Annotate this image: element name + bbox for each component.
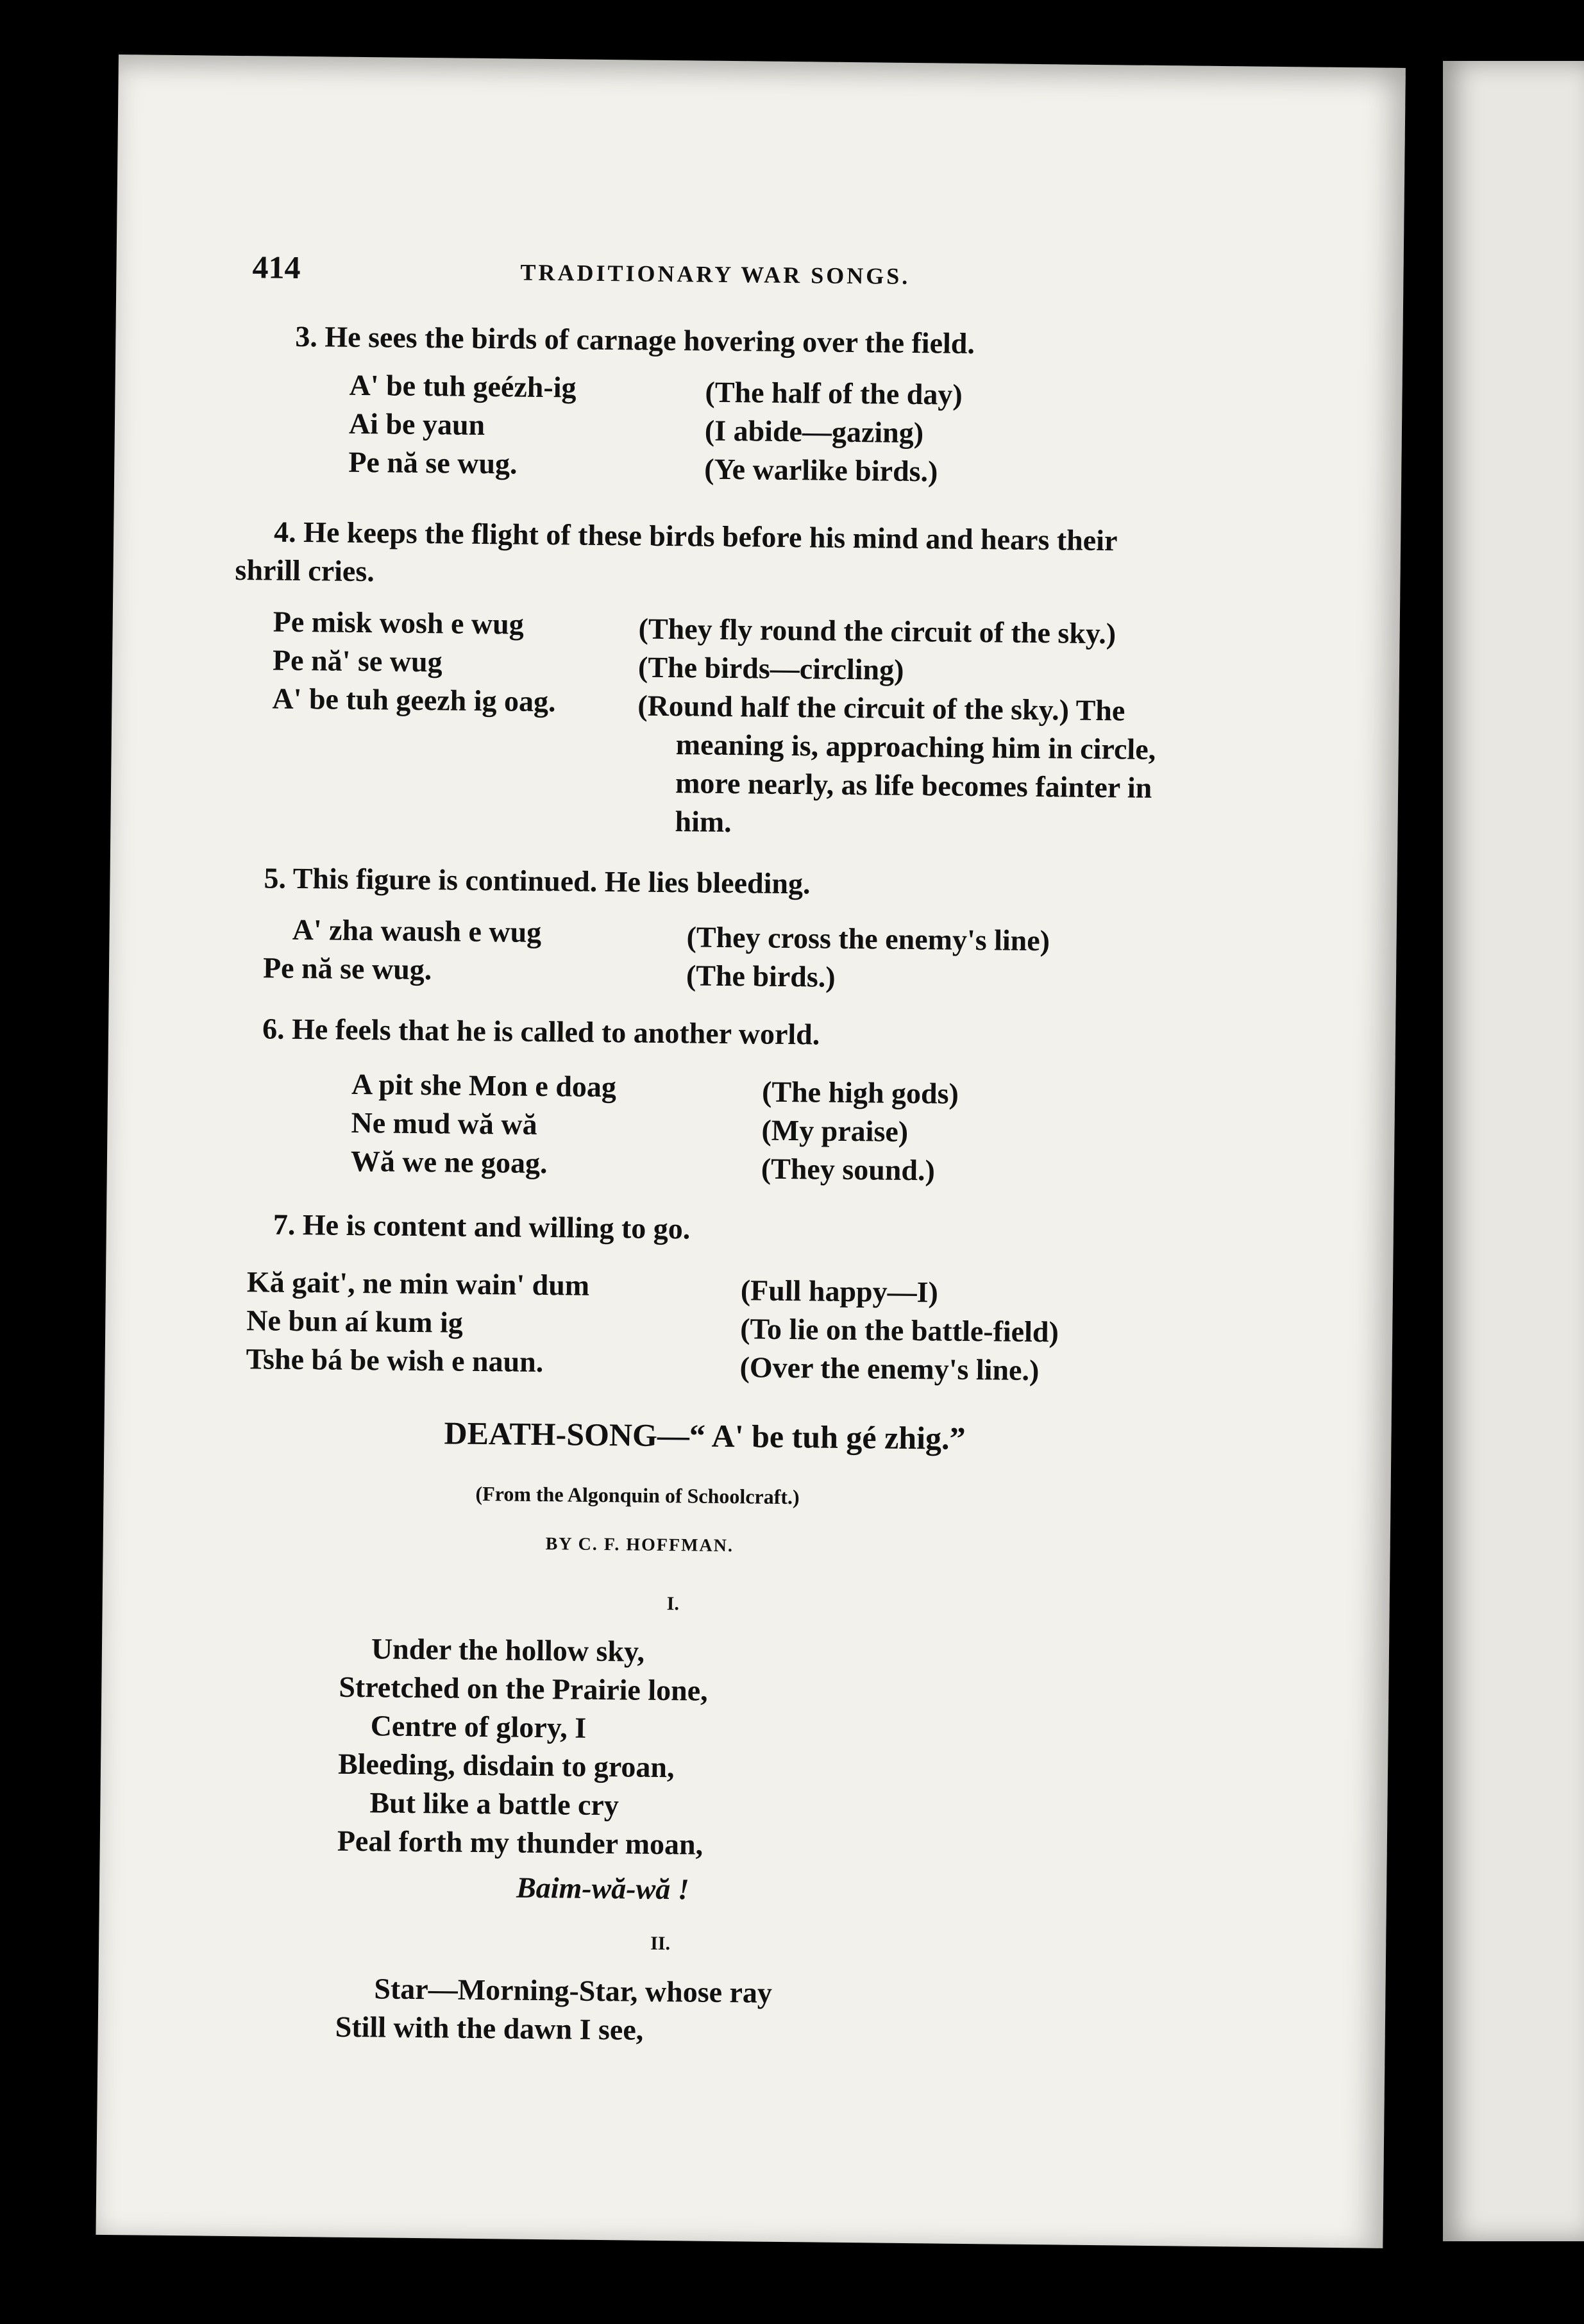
english-line: (Full happy—I)	[740, 1274, 939, 1309]
poem-line: Centre of glory, I	[370, 1709, 587, 1744]
native-line: A' zha waush e wug	[292, 913, 542, 948]
section-6-heading: 6. He feels that he is called to another world.	[262, 1012, 820, 1051]
native-line: Pe misk wosh e wug	[273, 605, 525, 641]
english-line: (Over the enemy's line.)	[739, 1351, 1040, 1387]
running-title: TRADITIONARY WAR SONGS.	[520, 259, 911, 289]
english-line: (They fly round the circuit of the sky.)	[638, 612, 1116, 650]
poem-line: Under the hollow sky,	[371, 1632, 645, 1668]
english-line: (The half of the day)	[705, 375, 963, 411]
poem-line: Bleeding, disdain to groan,	[337, 1747, 675, 1784]
english-line: (The birds.)	[686, 959, 836, 993]
native-line: Ai be yaun	[348, 407, 485, 442]
english-line: (I abide—gazing)	[704, 414, 924, 450]
death-song-title: DEATH-SONG—“ A' be tuh gé zhig.”	[444, 1415, 966, 1456]
note-line: meaning is, approaching him in circle,	[675, 728, 1156, 766]
native-line: Pe nă se wug.	[348, 445, 518, 480]
note-line: him.	[675, 805, 732, 839]
poem-line: Peal forth my thunder moan,	[337, 1824, 704, 1861]
native-line: Ne bun aí kum ig	[246, 1304, 464, 1339]
native-line: Pe nă' se wug	[272, 643, 442, 678]
death-song-author: BY C. F. HOFFMAN.	[545, 1534, 734, 1556]
poem-line: But like a battle cry	[369, 1786, 619, 1822]
english-line: (Round half the circuit of the sky.) The	[637, 689, 1125, 727]
native-line: Pe nă se wug.	[262, 951, 432, 986]
native-line: Ne mud wă wă	[351, 1106, 537, 1141]
section-5-heading: 5. This figure is continued. He lies bleeding.	[264, 861, 811, 900]
section-4-heading-cont: shrill cries.	[235, 553, 375, 588]
english-line: (To lie on the battle-field)	[739, 1312, 1059, 1349]
native-line: Kă gait', ne min wain' dum	[246, 1265, 590, 1302]
english-line: (The high gods)	[761, 1075, 959, 1110]
stanza-1-numeral: I.	[666, 1593, 680, 1615]
english-line: (My praise)	[761, 1113, 909, 1148]
english-line: (They sound.)	[761, 1152, 936, 1187]
native-line: A' be tuh geézh-ig	[349, 368, 577, 404]
english-line: (The birds—circling)	[637, 650, 904, 686]
show-through-texture	[661, 317, 1321, 2183]
death-song-source: (From the Algonquin of Schoolcraft.)	[475, 1481, 800, 1509]
native-line: Tshe bá be wish e naun.	[246, 1342, 544, 1379]
poem-line: Stretched on the Prairie lone,	[339, 1670, 708, 1707]
native-line: A pit she Mon e doag	[351, 1067, 617, 1104]
poem-line: Still with the dawn I see,	[335, 2010, 644, 2046]
poem-line: Star—Morning-Star, whose ray	[374, 1972, 773, 2009]
note-line: more nearly, as life becomes fainter in	[675, 766, 1152, 804]
native-line: Wă we ne goag.	[350, 1144, 548, 1180]
section-3-heading: 3. He sees the birds of carnage hovering over the field.	[295, 319, 975, 360]
english-line: (They cross the enemy's line)	[686, 920, 1050, 957]
section-4-heading: 4. He keeps the flight of these birds before his mind and hears their	[273, 515, 1118, 557]
section-7-heading: 7. He is content and willing to go.	[273, 1208, 691, 1245]
page-number: 414	[252, 249, 301, 285]
native-line: A' be tuh geezh ig oag.	[272, 682, 556, 718]
book-page	[96, 55, 1405, 2248]
stanza-2-numeral: II.	[650, 1932, 671, 1955]
refrain: Baim-wă-wă !	[516, 1871, 690, 1906]
facing-page-edge	[1443, 61, 1584, 2241]
english-line: (Ye warlike birds.)	[704, 452, 938, 488]
